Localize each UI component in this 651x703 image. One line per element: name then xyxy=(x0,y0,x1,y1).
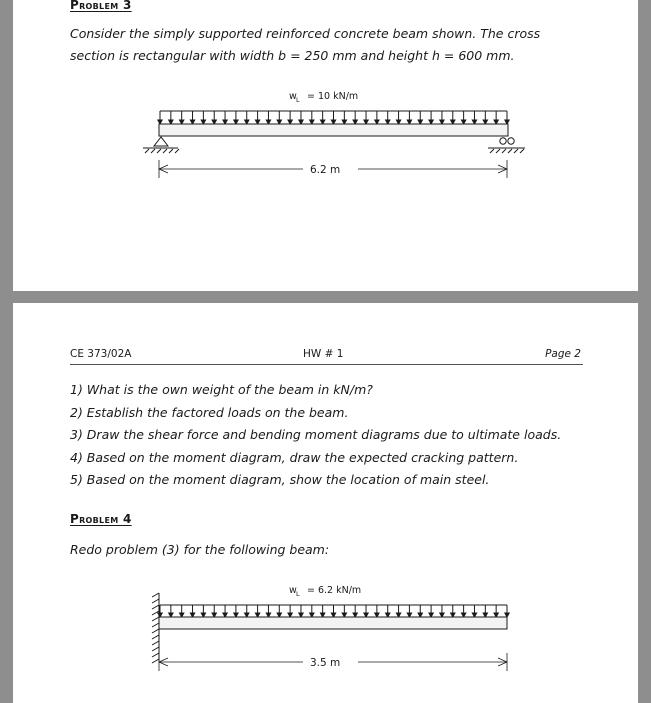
question-item: 1) What is the own weight of the beam in kN/m? xyxy=(70,382,373,397)
roller-support-right xyxy=(488,138,525,153)
question-item: 5) Based on the moment diagram, show the location of main steel. xyxy=(70,472,490,487)
problem-3-description: Consider the simply supported reinforced concrete beam shown. The cross section is rectangular with width b = 250 mm and height h = 600 mm. xyxy=(70,26,541,63)
homework-number: HW # 1 xyxy=(303,348,344,360)
course-code: CE 373/02A xyxy=(70,348,132,360)
cantilever-beam-diagram xyxy=(13,303,638,703)
span-label: 3.5 m xyxy=(310,657,341,669)
distributed-load-arrows xyxy=(158,111,509,124)
question-item: 4) Based on the moment diagram, draw the expected cracking pattern. xyxy=(70,449,519,465)
simply-supported-beam-diagram xyxy=(13,0,638,291)
load-label-value: = 6.2 kN/m xyxy=(307,585,362,596)
problem-3-heading: Problem 3 xyxy=(70,0,132,12)
load-label-subscript: L xyxy=(296,590,300,598)
beam-body xyxy=(159,617,507,629)
load-label-symbol: w xyxy=(289,91,297,102)
question-item: 2) Establish the factored loads on the beam. xyxy=(70,404,349,420)
problem-4-heading: Problem 4 xyxy=(70,512,132,526)
page-2 xyxy=(13,303,638,703)
page-1 xyxy=(13,0,638,291)
fixed-support-wall xyxy=(152,593,159,663)
beam-body xyxy=(159,124,508,136)
load-label-value: = 10 kN/m xyxy=(307,91,359,102)
distributed-load-arrows xyxy=(158,605,509,617)
question-item: 3) Draw the shear force and bending moment diagrams due to ultimate loads. xyxy=(70,427,562,442)
span-label: 6.2 m xyxy=(310,164,341,176)
problem-4-description: Redo problem (3) for the following beam: xyxy=(70,542,330,557)
load-label-symbol: w xyxy=(289,585,297,596)
load-label-subscript: L xyxy=(296,96,300,104)
pin-support-left xyxy=(143,137,179,153)
page-number: Page 2 xyxy=(545,348,581,360)
